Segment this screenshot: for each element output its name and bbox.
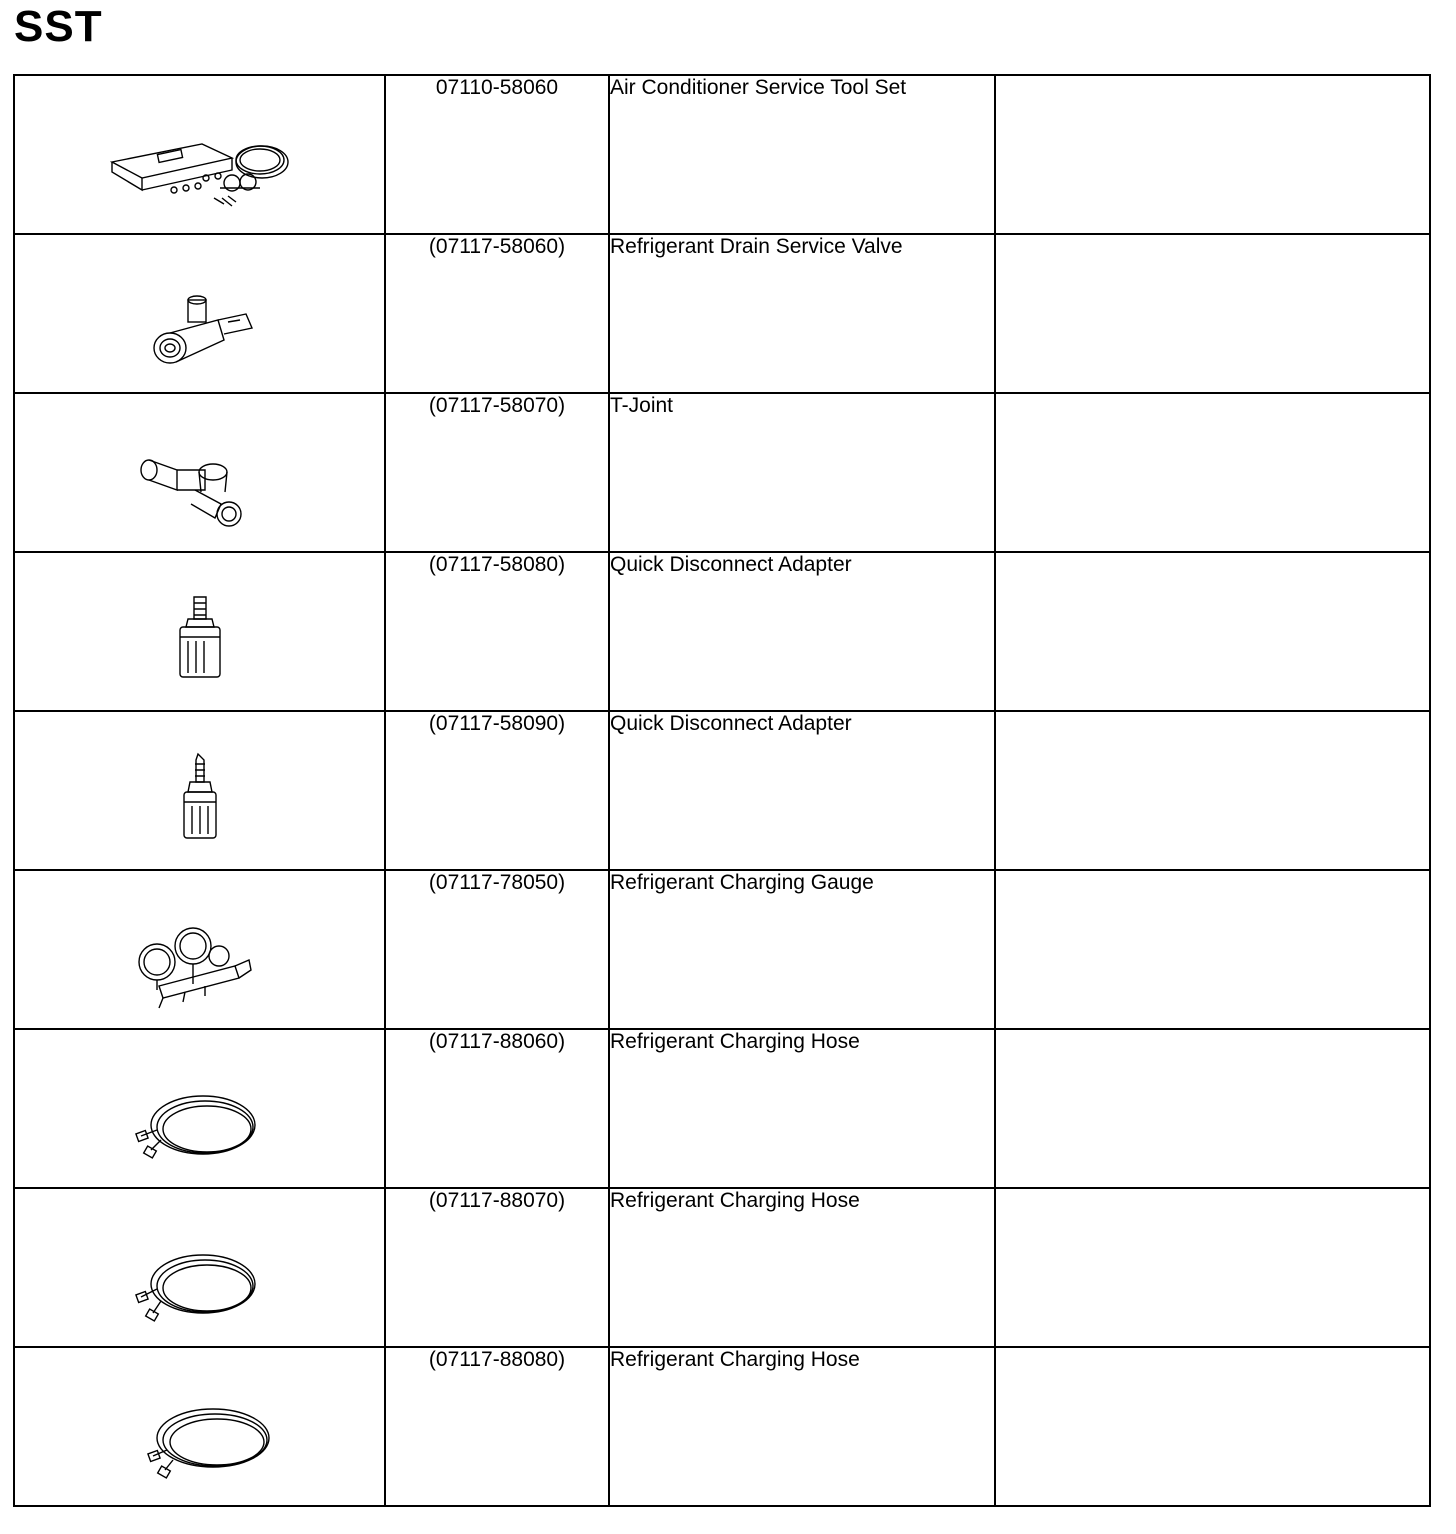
tool-name: Refrigerant Drain Service Valve [609,234,995,393]
tool-image-cell [14,870,385,1029]
table-row [14,75,1430,234]
quick-disconnect-adapter-small-icon [170,752,230,842]
part-number: (07117-58090) [385,711,609,870]
charging-gauge-icon [135,926,255,1016]
tool-image-cell [14,75,385,234]
sst-table [13,74,1431,1507]
drain-service-valve-icon [140,290,260,370]
table-row [14,1029,1430,1188]
tool-note [995,393,1430,552]
table-row [14,711,1430,870]
part-number: (07117-58070) [385,393,609,552]
table-row [14,870,1430,1029]
part-number: (07117-88060) [385,1029,609,1188]
table-row [14,1347,1430,1506]
tool-note [995,1188,1430,1347]
tool-image-cell [14,1029,385,1188]
tool-name: Air Conditioner Service Tool Set [609,75,995,234]
tool-name: Refrigerant Charging Hose [609,1188,995,1347]
quick-disconnect-adapter-icon [170,593,230,683]
charging-hose-icon [145,1408,275,1488]
tool-note [995,870,1430,1029]
t-joint-icon [135,452,255,532]
table-row [14,1188,1430,1347]
tool-image-cell [14,711,385,870]
part-number: (07117-58080) [385,552,609,711]
tool-note [995,552,1430,711]
tool-note [995,711,1430,870]
table-row [14,552,1430,711]
part-number: (07117-78050) [385,870,609,1029]
tool-image-cell [14,393,385,552]
part-number: (07117-88070) [385,1188,609,1347]
tool-image-cell [14,1188,385,1347]
tool-name: Refrigerant Charging Gauge [609,870,995,1029]
part-number: (07117-58060) [385,234,609,393]
tool-name: Quick Disconnect Adapter [609,711,995,870]
tool-name: Quick Disconnect Adapter [609,552,995,711]
tool-image-cell [14,234,385,393]
charging-hose-icon [135,1251,265,1331]
tool-note [995,75,1430,234]
table-row [14,234,1430,393]
tool-note [995,1347,1430,1506]
tool-image-cell [14,1347,385,1506]
service-tool-set-icon [110,138,300,218]
tool-name: T-Joint [609,393,995,552]
tool-note [995,234,1430,393]
part-number: 07110-58060 [385,75,609,234]
charging-hose-icon [135,1092,265,1172]
table-row [14,393,1430,552]
tool-image-cell [14,552,385,711]
tool-name: Refrigerant Charging Hose [609,1029,995,1188]
tool-note [995,1029,1430,1188]
page-title: SST [14,2,103,51]
tool-name: Refrigerant Charging Hose [609,1347,995,1506]
part-number: (07117-88080) [385,1347,609,1506]
